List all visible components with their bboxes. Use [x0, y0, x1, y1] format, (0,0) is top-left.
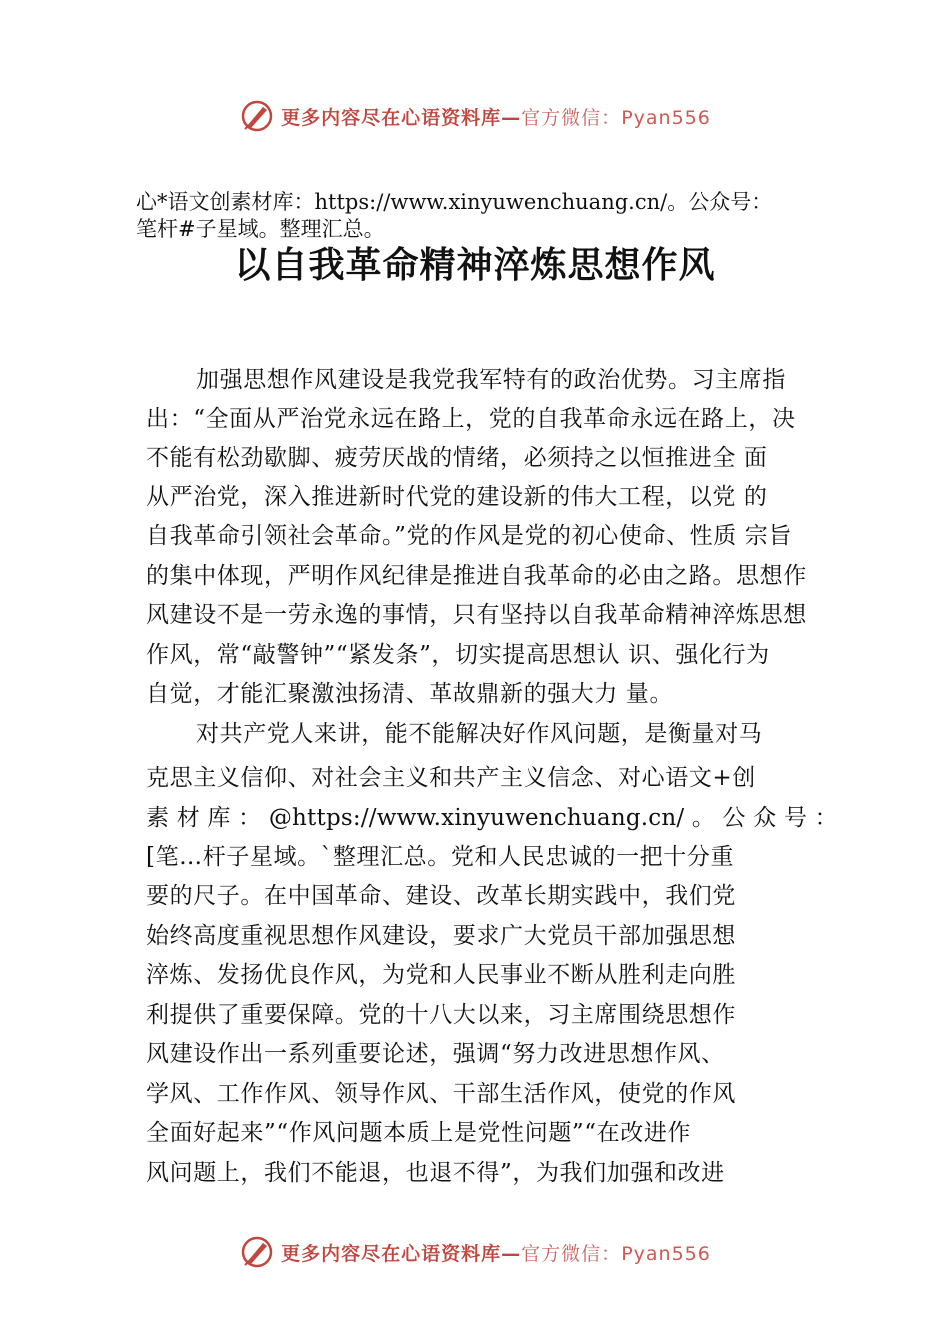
banner-text — [281, 1239, 711, 1266]
paragraph-2-line: 利提供了重要保障。党的十八大以来，习主席围绕思想作 — [146, 1002, 736, 1028]
source-note-line-1: 心*语文创素材库：https://www.xinyuwenchuang.cn/。公众号： — [136, 190, 773, 214]
banner-text — [281, 103, 711, 130]
paragraph-2-line: 风问题上，我们不能退，也退不得”，为我们加强和改进 — [146, 1160, 725, 1186]
paragraph-2-line: 始终高度重视思想作风建设，要求广大党员干部加强思想 — [146, 923, 736, 949]
paragraph-2-line: [笔…杆子星域。`整理汇总。党和人民忠诚的一把十分重 — [146, 844, 735, 870]
banner-main-text: 更多内容尽在心语资料库 — [281, 106, 502, 129]
document-title: 以自我革命精神淬炼思想作风 — [234, 244, 716, 286]
source-note-line-2: 笔杆#子星域。整理汇总。 — [136, 217, 385, 241]
pen-seal-logo-icon — [239, 1234, 275, 1270]
paragraph-2-line: 学风、工作作风、领导作风、干部生活作风，使党的作风 — [146, 1081, 736, 1107]
paragraph-1-line: 加强思想作风建设是我党我军特有的政治优势。习主席指 — [196, 367, 786, 393]
banner-wechat-id: Pyan556 — [621, 1242, 711, 1265]
paragraph-1-line: 从严治党，深入推进新时代党的建设新的伟大工程，以党 的 — [146, 484, 768, 510]
paragraph-1-line: 自觉，才能汇聚激浊扬清、革故鼎新的强大力 量。 — [146, 681, 674, 707]
paragraph-2-line: 要的尺子。在中国革命、建设、改革长期实践中，我们党 — [146, 883, 736, 909]
paragraph-2-line: 素 材 库 ： @https://www.xinyuwenchuang.cn/ 。 公 众 号 ： — [146, 805, 838, 831]
pen-seal-logo-icon — [239, 98, 275, 134]
banner-dash: — — [501, 106, 522, 129]
paragraph-1-line: 的集中体现，严明作风纪律是推进自我革命的必由之路。思想作 — [146, 563, 807, 589]
paragraph-1-line: 出：“全面从严治党永远在路上，党的自我革命永远在路上，决 — [146, 406, 796, 432]
footer-banner — [0, 1230, 950, 1274]
paragraph-2-line: 对共产党人来讲，能不能解决好作风问题，是衡量对马 — [196, 721, 763, 747]
banner-wechat-id: Pyan556 — [621, 106, 711, 129]
banner-dash: — — [501, 1242, 522, 1265]
banner-main-text: 更多内容尽在心语资料库 — [281, 1242, 502, 1265]
paragraph-2-line: 淬炼、发扬优良作风，为党和人民事业不断从胜利走向胜 — [146, 962, 736, 988]
paragraph-1-line: 风建设不是一劳永逸的事情，只有坚持以自我革命精神淬炼思想 — [146, 602, 807, 628]
banner-wechat-label: 官方微信： — [521, 1242, 622, 1265]
paragraph-2-line: 风建设作出一系列重要论述，强调“努力改进思想作风、 — [146, 1041, 725, 1067]
paragraph-2-line: 克思主义信仰、对社会主义和共产主义信念、对心语文+创 — [146, 765, 756, 791]
paragraph-1-line: 自我革命引领社会革命。”党的作风是党的初心使命、性质 宗旨 — [146, 523, 792, 549]
header-banner — [0, 94, 950, 138]
paragraph-1-line: 作风，常“敲警钟”“紧发条”，切实提高思想认 识、强化行为 — [146, 642, 770, 668]
paragraph-1-line: 不能有松劲歇脚、疲劳厌战的情绪，必须持之以恒推进全 面 — [146, 445, 768, 471]
banner-wechat-label: 官方微信： — [521, 106, 622, 129]
paragraph-2-line: 全面好起来”“作风问题本质上是党性问题”“在改进作 — [146, 1120, 692, 1146]
